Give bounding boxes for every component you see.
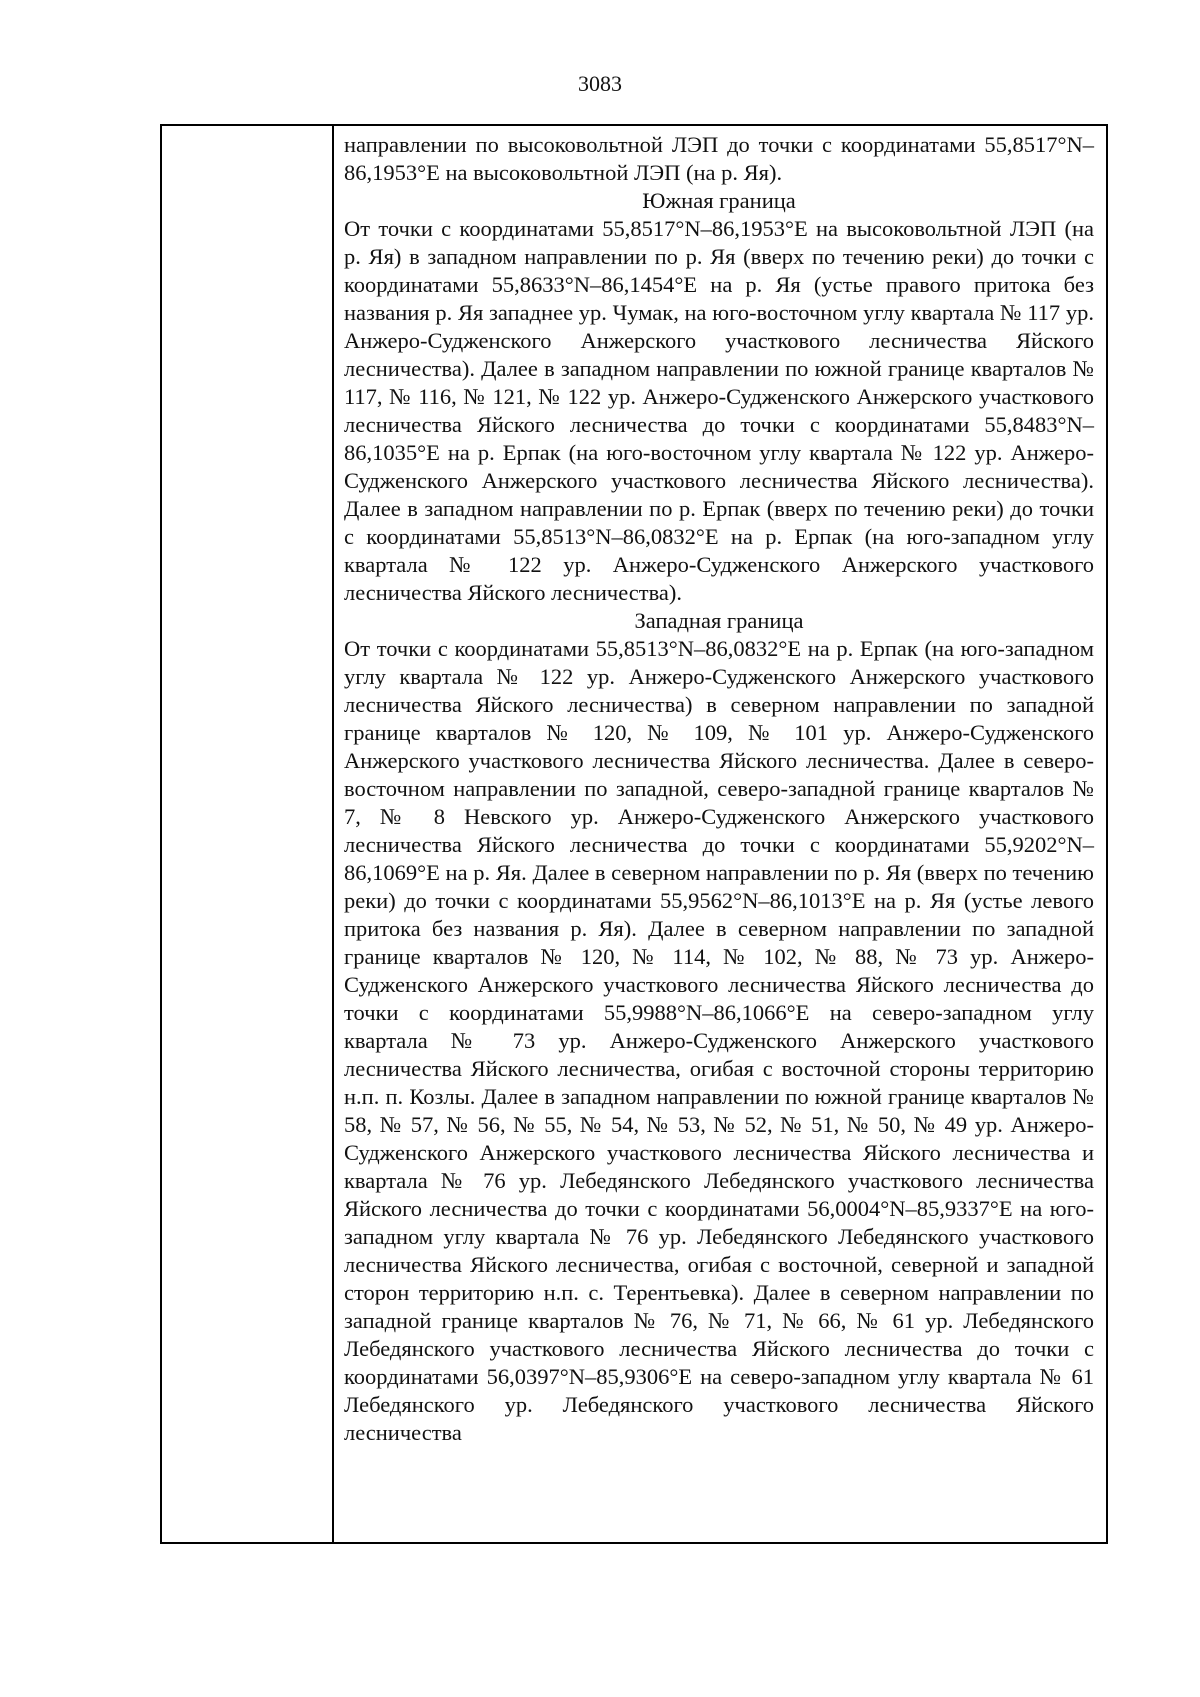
south-boundary-paragraph: От точки с координатами 55,8517°N–86,1953°E на высоковольтной ЛЭП (на р. Яя) в западном направлении по р. Яя (вверх по течению реки) до точки с координатами 55,8633°N–86,1454°E на р. Яя (устье правого притока без названия р. Яя западнее ур. Чумак, на юго-восточном углу квартала № 117 ур. Анжеро-Судженского Анжерского участкового лесничества Яйского лесничества). Далее в западном направлении по южной границе кварталов № 117, № 116, № 121, № 122 ур. Анжеро-Судженского Анжерского участкового лесничества Яйского лесничества до точки с координатами 55,8483°N–86,1035°E на р. Ерпак (на юго-восточном углу квартала № 122 ур. Анжеро-Судженского Анжерского участкового лесничества Яйского лесничества). Далее в западном направлении по р. Ерпак (вверх по течению реки) до точки с координатами 55,8513°N–86,0832°E на р. Ерпак (на юго-западном углу квартала № 122 ур. Анжеро-Судженского Анжерского участкового лесничества Яйского лесничества).: [344, 216, 1094, 605]
west-boundary-heading: Западная граница: [634, 608, 804, 633]
boundary-table: [160, 124, 1108, 1544]
table-right-cell: [334, 126, 1106, 1542]
south-boundary-heading: Южная граница: [642, 188, 796, 213]
page-number: 3083: [578, 71, 622, 96]
table-left-cell: [162, 126, 334, 1542]
west-boundary-paragraph: От точки с координатами 55,8513°N–86,0832°E на р. Ерпак (на юго-западном углу квартала № 122 ур. Анжеро-Судженского Анжерского участкового лесничества Яйского лесничества) в северном направлении по западной границе кварталов № 120, № 109, № 101 ур. Анжеро-Судженского Анжерского участкового лесничества Яйского лесничества. Далее в северо-восточном направлении по западной, северо-западной границе кварталов № 7, № 8 Невского ур. Анжеро-Судженского Анжерского участкового лесничества Яйского лесничества до точки с координатами 55,9202°N–86,1069°E на р. Яя. Далее в северном направлении по р. Яя (вверх по течению реки) до точки с координатами 55,9562°N–86,1013°E на р. Яя (устье левого притока без названия р. Яя). Далее в северном направлении по западной границе кварталов № 120, № 114, № 102, № 88, № 73 ур. Анжеро-Судженского Анжерского участкового лесничества Яйского лесничества до точки с координатами 55,9988°N–86,1066°E на северо-западном углу квартала № 73 ур. Анжеро-Судженского Анжерского участкового лесничества Яйского лесничества, огибая с восточной стороны территорию н.п. п. Козлы. Далее в западном направлении по южной границе кварталов № 58, № 57, № 56, № 55, № 54, № 53, № 52, № 51, № 50, № 49 ур. Анжеро-Судженского Анжерского участкового лесничества Яйского лесничества и квартала № 76 ур. Лебедянского Лебедянского участкового лесничества Яйского лесничества до точки с координатами 56,0004°N–85,9337°E на юго-западном углу квартала № 76 ур. Лебедянского Лебедянского участкового лесничества Яйского лесничества, огибая с восточной, северной и западной сторон территорию н.п. с. Терентьевка). Далее в северном направлении по западной границе кварталов № 76, № 71, № 66, № 61 ур. Лебедянского Лебедянского участкового лесничества Яйского лесничества до точки с координатами 56,0397°N–85,9306°E на северо-западном углу квартала № 61 Лебедянского ур. Лебедянского участкового лесничества Яйского лесничества: [344, 636, 1094, 1445]
intro-paragraph: направлении по высоковольтной ЛЭП до точки с координатами 55,8517°N–86,1953°E на высоковольтной ЛЭП (на р. Яя).: [344, 132, 1094, 185]
